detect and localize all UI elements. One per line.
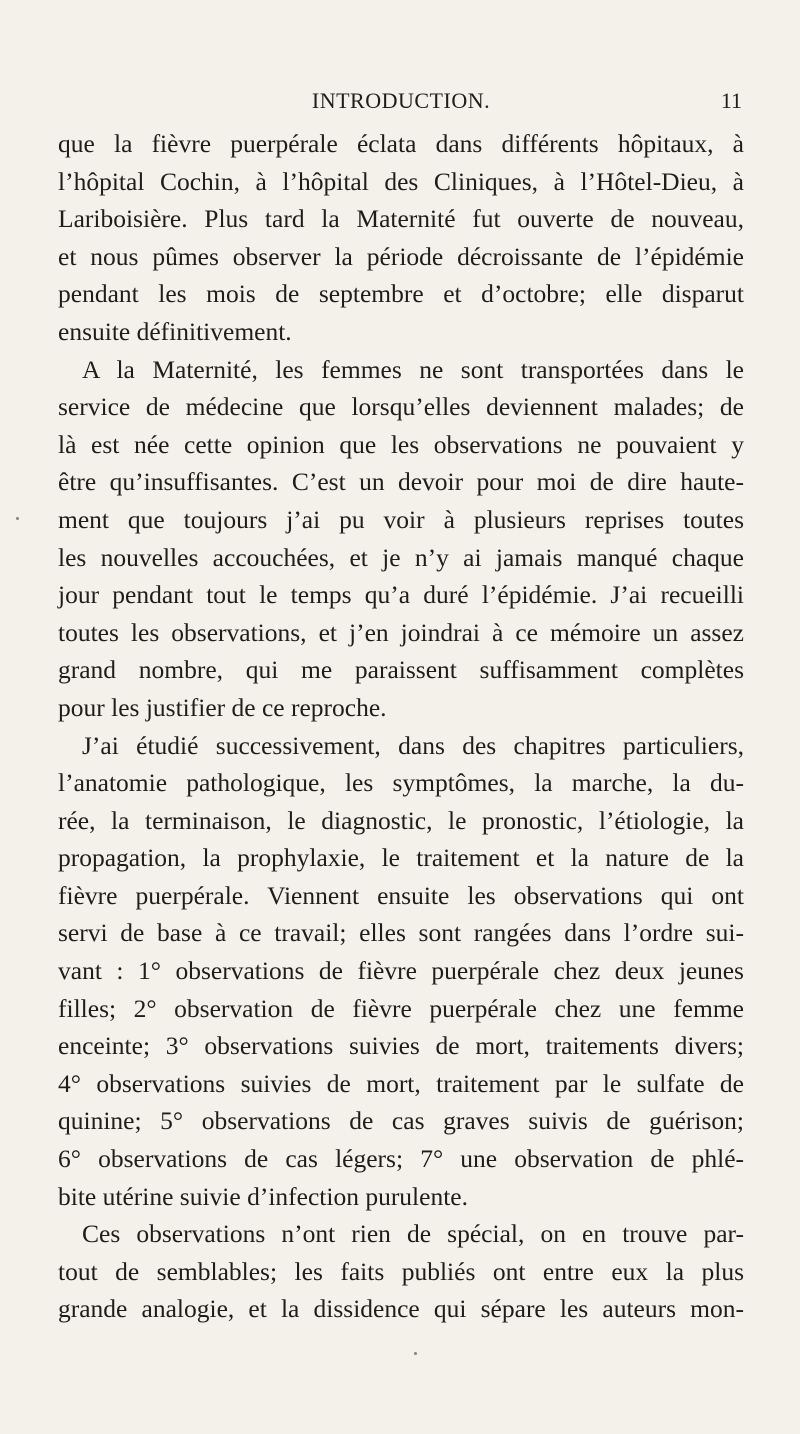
text-line: et nous pûmes observer la période décroissante de l’épidémie [58,241,744,271]
text-line: pendant les mois de septembre et d’octobre; elle disparut [58,279,744,309]
paper-speck [414,1352,417,1355]
text-line: ensuite définitivement. [58,316,292,346]
paper-speck [16,517,19,520]
page-number: 11 [720,88,742,113]
paragraph-start-line: Ces observations n’ont rien de spécial, on en trouve par- [82,1219,744,1249]
running-title: INTRODUCTION. [311,88,491,113]
body-text [58,125,744,1328]
text-line: grande analogie, et la dissidence qui sépare les auteurs mon- [58,1294,744,1324]
paragraph-start-line: A la Maternité, les femmes ne sont transportées dans le [82,354,744,384]
text-line: enceinte; 3° observations suivies de mort, traitements divers; [58,1031,744,1061]
text-line: tout de semblables; les faits publiés ont entre eux la plus [58,1256,744,1286]
text-line: filles; 2° observation de fièvre puerpérale chez une femme [58,993,744,1023]
paragraph-start-line: J’ai étudié successivement, dans des chapitres particuliers, [82,730,744,760]
text-line: 6° observations de cas légers; 7° une observation de phlé- [58,1144,744,1174]
text-line: être qu’insuffisantes. C’est un devoir pour moi de dire haute- [58,467,744,497]
text-line: ment que toujours j’ai pu voir à plusieurs reprises toutes [58,504,744,534]
text-line: servi de base à ce travail; elles sont rangées dans l’ordre sui- [58,918,744,948]
text-line: fièvre puerpérale. Viennent ensuite les observations qui ont [58,880,744,910]
text-line: rée, la terminaison, le diagnostic, le pronostic, l’étiologie, la [58,805,744,835]
text-line: 4° observations suivies de mort, traitement par le sulfate de [58,1068,744,1098]
text-line: l’hôpital Cochin, à l’hôpital des Cliniques, à l’Hôtel-Dieu, à [58,166,744,196]
text-line: l’anatomie pathologique, les symptômes, la marche, la du- [58,768,744,798]
text-line: quinine; 5° observations de cas graves suivis de guérison; [58,1106,744,1136]
text-line: Lariboisière. Plus tard la Maternité fut ouverte de nouveau, [58,204,744,234]
text-line: que la fièvre puerpérale éclata dans différents hôpitaux, à [58,129,744,158]
text-line: toutes les observations, et j’en joindrai à ce mémoire un assez [58,617,744,647]
text-line: grand nombre, qui me paraissent suffisamment complètes [58,655,744,685]
text-line: pour les justifier de ce reproche. [58,692,387,722]
text-line: vant : 1° observations de fièvre puerpérale chez deux jeunes [58,956,744,986]
running-header [60,88,742,122]
text-line: jour pendant tout le temps qu’a duré l’épidémie. J’ai recueilli [58,580,744,610]
text-line: les nouvelles accouchées, et je n’y ai jamais manqué chaque [58,542,744,572]
text-line: propagation, la prophylaxie, le traitement et la nature de la [58,843,744,873]
text-line: bite utérine suivie d’infection purulente. [58,1181,468,1211]
text-line: là est née cette opinion que les observations ne pouvaient y [58,429,744,459]
text-line: service de médecine que lorsqu’elles deviennent malades; de [58,392,744,422]
